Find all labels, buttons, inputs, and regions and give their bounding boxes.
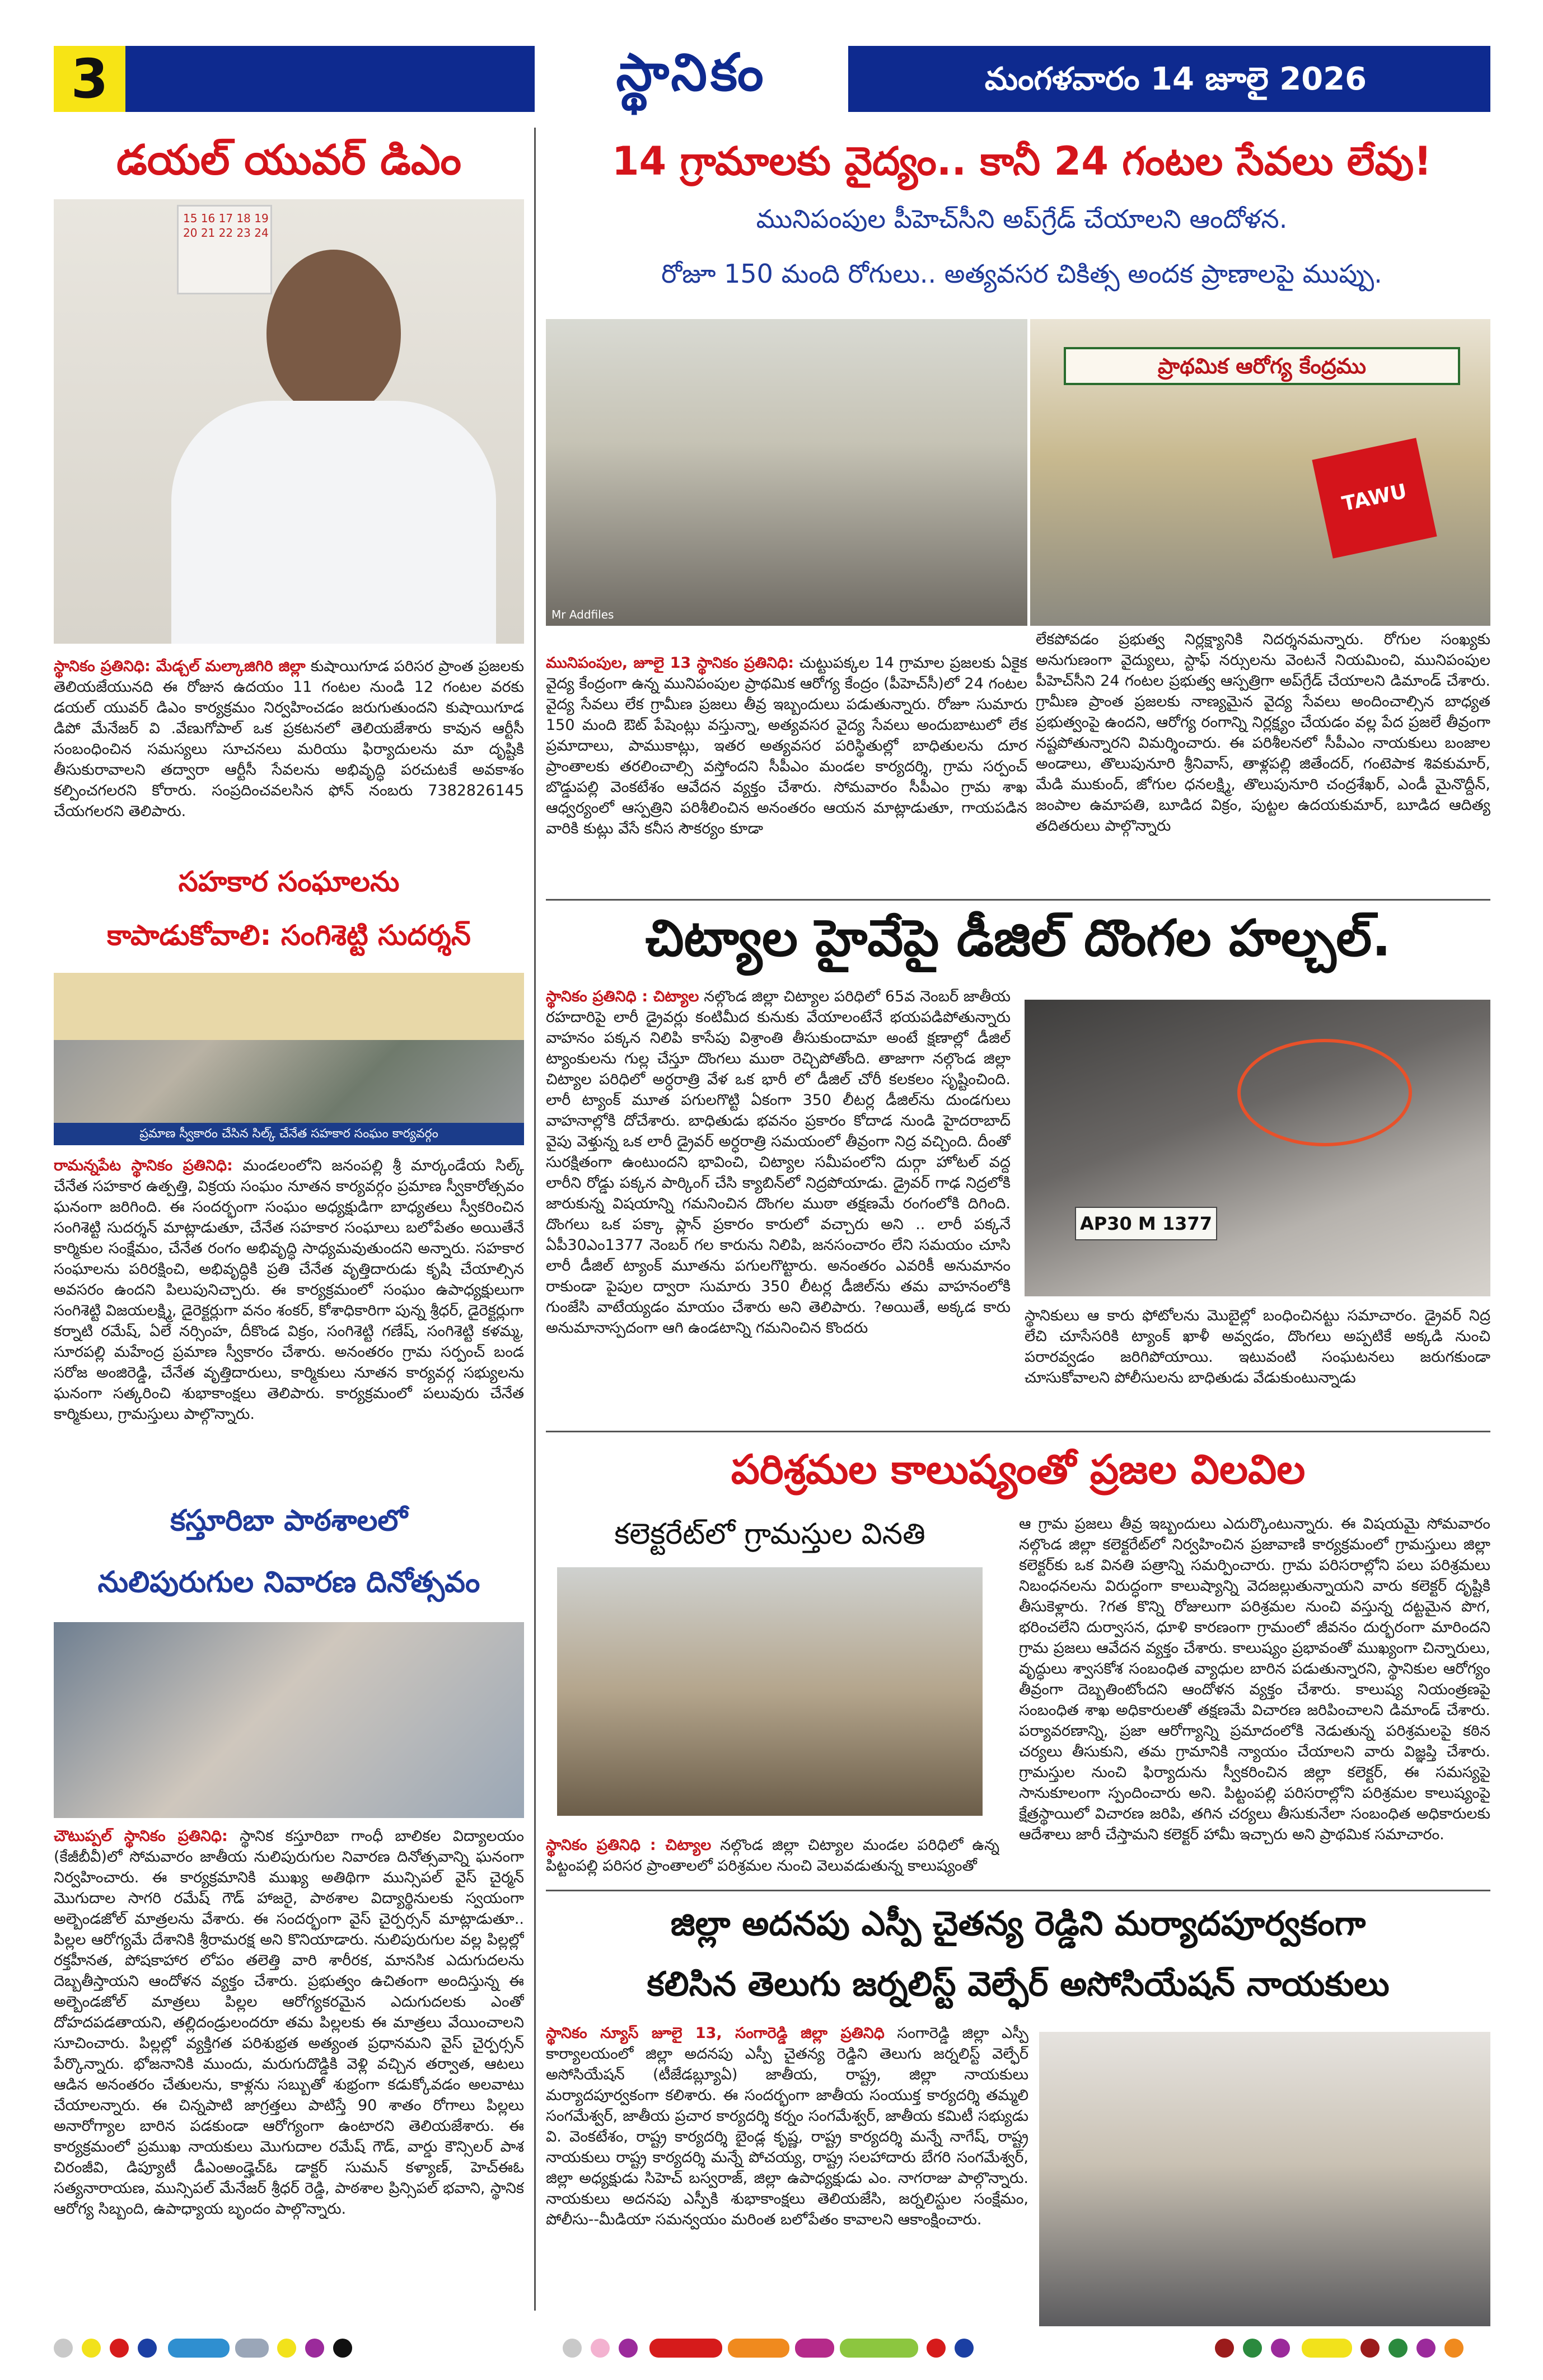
- number-plate-text: AP30 M 1377: [1080, 1213, 1212, 1234]
- lead-subhead-1: మునిపంపుల పీహెచ్‌సీని అప్‌గ్రేడ్ చేయాలని ఆందోళన.: [756, 204, 1288, 234]
- diesel-dateline: స్థానికం ప్రతినిధి : చిట్యాల: [546, 988, 699, 1005]
- lead-body-left: చుట్టుపక్కల 14 గ్రామాల ప్రజలకు ఏకైక వైద్య కేంద్రంగా ఉన్న మునిపంపుల ప్రాథమిక ఆరోగ్య కేంద్రం (పీహెచ్‌సీ)లో 24 గంటల వైద్య సేవలు లేక గ్రామీణ ప్రజలు తీవ్ర ఇబ్బందులు పడుతున్నారు. రోజూ సుమారు 150 మంది ఔట్ పేషెంట్లు వస్తున్నా, అత్యవసర వైద్య సేవలు అందుబాటులో లేక ప్రమాదాలు, పాముకాట్లు, ఇతర అత్యవసర పరిస్థితుల్లో బాధితులను దూర ప్రాంతాలకు తరలించాల్సి వస్తోందని సీపీఎం మండల కార్యదర్శి, గ్రామ సర్పంచ్ బొడ్డుపల్లి వెంకటేశం ఆవేదన వ్యక్తం చేశారు. సోమవారం సీపీఎం గ్రామ శాఖ ఆధ్వర్యంలో ఆస్పత్రిని పరిశీలించిన అనంతరం ఆయన మాట్లాడుతూ, గాయపడిన వారికి కుట్లు వేసే కనీస సౌకర్యం కూడా: [546, 654, 1027, 837]
- pollution-subhead: కలెక్టరేట్‌లో గ్రామస్తుల వినతి: [614, 1517, 925, 1551]
- footer-dot: [138, 2339, 157, 2358]
- cooperative-dateline: రామన్నపేట స్థానికం ప్రతినిధి:: [54, 1157, 233, 1174]
- column-divider: [534, 128, 536, 2311]
- footer-bar: [168, 2339, 230, 2358]
- lead-body-right: లేకపోవడం ప్రభుత్వ నిర్లక్ష్యానికి నిదర్శనమన్నారు. రోగుల సంఖ్యకు అనుగుణంగా వైద్యులు, స్టాఫ్ నర్సులను వెంటనే నియమించి, మునిపంపుల పీహెచ్‌సీని 24 గంటల ప్రభుత్వ ఆస్పత్రిగా అప్‌గ్రేడ్ చేయాలని డిమాండ్ చేశారు. గ్రామీణ ప్రాంత ప్రజలకు నాణ్యమైన వైద్య సేవలు అందించాల్సిన బాధ్యత ప్రభుత్వంపై ఉందని, ఆరోగ్య రంగాన్ని నిర్లక్ష్యం చేయడం వల్ల పేద ప్రజలే తీవ్రంగా నష్టపోతున్నారని విమర్శించారు. ఈ పరిశీలనలో సీపీఎం నాయకులు బంజాల అండాలు, తొలుపునూరి శ్రీనివాస్, తాళ్లపల్లి జితేందర్, గంటెపాక శివకుమార్, మేడి ముకుంద్, జోగుల ధనలక్ష్మి, తొలుపునూరి చంద్రశేఖర్, ఎండీ మైనొద్దీన్, జంపాల ఉమాపతి, బూడిద విక్రం, పుట్టల ఉదయకుమార్, బూడిద ఆదిత్య తదితరులు పాల్గొన్నారు: [1036, 631, 1490, 835]
- highlight-circle: [1237, 1039, 1412, 1146]
- kasturba-photo: [54, 1622, 524, 1818]
- diesel-body: నల్గొండ జిల్లా చిట్యాల పరిధిలో 65వ నెంబర్ జాతీయ రహదారిపై లారీ డ్రైవర్లు కంటిమీద కునుకు వేయాలంటేనే భయపడిపోతున్నారు వాహనం పక్కన నిలిపి కాసేపు విశ్రాంతి తీసుకుందామా అంటే క్షణాల్లో డీజిల్ ట్యాంకులను గుల్ల చేస్తూ దొంగలు ముఠా రెచ్చిపోతోంది. తాజాగా నల్గొండ జిల్లా చిట్యాల పరిధిలో అర్ధరాత్రి వేళ ఒక భారీ లో డీజిల్ చోరీ కలకలం సృష్టించింది. లారీ ట్యాంక్ మూత పగులగొట్టి ఏకంగా 350 లీటర్ల డీజిల్‌ను దుండగులు వాహనాల్లోకి దోచేశారు. బాధితుడు భవనం ప్రకారం కోదాడ నుండి హైదరాబాద్ వైపు వెళ్తున్న ఒక లారీ డ్రైవర్ అర్ధరాత్రి సమయంలో తీవ్రంగా నిద్ర వచ్చింది. దీంతో సురక్షితంగా ఉంటుందని భావించి, చిట్యాల సమీపంలోని దుర్గా హోటల్ వద్ద లారీని రోడ్డు పక్కన పార్కింగ్ చేసి క్యాబిన్‌లో నిద్రపోయాడు. డ్రైవర్ గాఢ నిద్రలోకి జారుకున్న విషయాన్ని గమనించిన దొంగల ముఠా తక్షణమే రంగంలోకి దిగింది. దొంగలు ఒక పక్కా ప్లాన్ ప్రకారం కారులో వచ్చారు అని .. లారీ పక్కనే ఏపీ30ఎం1377 నెంబర్ గల కారును నిలిపి, జనసంచారం లేని సమయం చూసి లారీ డీజిల్ ట్యాంక్ మూతను పగులగొట్టారు. అనంతరం ఎవరికీ అనుమానం రాకుండా పైపుల ద్వారా సుమారు 350 లీటర్ల డీజిల్‌ను తమ వాహనంలోకి గుంజేసి వాటేయ్యడం మాయం చేశారు అని తెలిపారు. ?అయితే, అక్కడ కారు అనుమానాస్పదంగా ఆగి ఉండటాన్ని గమనించిన కొందరు: [546, 988, 1011, 1337]
- footer-dot: [591, 2339, 610, 2358]
- phc-sign: [1064, 347, 1460, 385]
- journalist-photo: [1039, 2032, 1490, 2326]
- cooperative-body: మండలంలోని జనంపల్లి శ్రీ మార్కండేయ సిల్క్ చేనేత సహకార ఉత్పత్తి, విక్రయ సంఘం నూతన కార్యవర్గం ప్రమాణ స్వీకారోత్సవం ఘనంగా జరిగింది. ఈ సందర్భంగా సంఘం అధ్యక్షుడిగా బాధ్యతలు స్వీకరించిన సంగిశెట్టి సుదర్శన్ మాట్లాడుతూ, చేనేత సహకార సంఘాలు బలోపేతం అయితేనే కార్మికుల సంక్షేమం, చేనేత రంగం అభివృద్ధి సాధ్యమవుతుందని అన్నారు. సహకార సంఘాలను పరిరక్షించి, అభివృద్ధికి ప్రతి చేనేత వృత్తిదారుడు కృషి చేయాల్సిన అవసరం ఉందని పిలుపునిచ్చారు. ఈ కార్యక్రమంలో సంఘం ఉపాధ్యక్షులుగా సంగిశెట్టి విజయలక్ష్మి, డైరెక్టర్లుగా వనం శంకర్, కోశాధికారిగా పున్న శ్రీధర్, డైరెక్టర్లుగా కర్నాటి రమేష్, ఏలే నర్సింహ, దీకొండ విక్రం, సంగిశెట్టి గణేష్, సంగిశెట్టి కళమ్మ, సూరపల్లి మహేంద్ర ప్రమాణ స్వీకారం చేశారు. అనంతరం గ్రామ సర్పంచ్ బండ సరోజ అంజిరెడ్డి, చేనేత వృత్తిదారులు, కార్మికులు నూతన కార్యవర్గ సభ్యులను ఘనంగా సత్కరించి శుభాకాంక్షలు తెలిపారు. కార్యక్రమంలో పలువురు చేనేత కార్మికులు, గ్రామస్తులు పాల్గొన్నారు.: [54, 1157, 524, 1423]
- pollution-headline: పరిశ్రమల కాలుష్యంతో ప్రజల విలవిల: [731, 1446, 1306, 1493]
- footer-bar: [649, 2339, 722, 2358]
- pollution-body-left: నల్గొండ జిల్లా చిట్యాల మండల పరిధిలో ఉన్న పిట్టంపల్లి పరిసర ప్రాంతాలలో పరిశ్రమల నుంచి వెలువడుతున్న కాలుష్యంతో: [546, 1836, 999, 1875]
- journalist-article: [546, 2023, 1028, 2318]
- dial-dm-dateline: స్థానికం ప్రతినిధి: మేడ్చల్ మల్కాజిగిరి జిల్లా: [54, 658, 306, 675]
- footer-dot: [927, 2339, 946, 2358]
- footer-dot: [619, 2339, 638, 2358]
- diesel-article: [546, 986, 1011, 1422]
- journalist-body: సంగారెడ్డి జిల్లా ఎస్పీ కార్యాలయంలో జిల్లా అదనపు ఎస్పీ చైతన్య రెడ్డిని తెలుగు జర్నలిస్ట్ వెల్ఫేర్ అసోసియేషన్ (టీజేడబ్ల్యూఏ) జాతీయ, రాష్ట్ర, జిల్లా నాయకులు మర్యాదపూర్వకంగా కలిశారు. ఈ సందర్భంగా జాతీయ సంయుక్త కార్యదర్శి తమ్మలి సంగమేశ్వర్, జాతీయ ప్రచార కార్యదర్శి కర్నం సంగమేశ్వర్, జాతీయ కమిటీ సభ్యుడు వి. వెంకటేశం, రాష్ట్ర కార్యదర్శి బైండ్ల కృష్ణ, రాష్ట్ర కార్యదర్శి మన్నే నాగేష్, రాష్ట్ర నాయకులు రాష్ట్ర కార్యదర్శి మన్నే పోచయ్య, రాష్ట్ర సలహాదారు బేగరి సంగమేశ్వర్, జిల్లా అధ్యక్షుడు సిహెచ్ బస్వరాజ్, జిల్లా ఉపాధ్యక్షుడు ఎం. నాగరాజు పాల్గొన్నారు. నాయకులు అదనపు ఎస్పీకి శుభాకాంక్షలు తెలియజేసి, జర్నలిస్టుల సంక్షేమం, పోలీసు--మీడియా సమన్వయం మరింత బలోపేతం కావాలని ఆకాంక్షించారు.: [546, 2025, 1028, 2228]
- footer-bar: [728, 2339, 789, 2358]
- dial-dm-body: కుషాయిగూడ పరిసర ప్రాంత ప్రజలకు తెలియజేయునది ఈ రోజున ఉదయం 11 గంటల నుండి 12 గంటల వరకు డయల్ యువర్ డిఎం కార్యక్రమం నిర్వహించడం జరుగుతుందని కుషాయిగూడ డిపో మేనేజర్ వి .వేణుగోపాల్ ఒక ప్రకటనలో తెలియజేశారు కావున ఆర్టీసీ సంబంధించిన సమస్యలు సూచనలు మరియు ఫిర్యాదులను మా దృష్టికి తీసుకురావాలని తద్వారా ఆర్టీసీ సేవలను అభివృద్ధి పరచుటకే అవకాశం కల్పించగలరని కోరారు. సంప్రదించవలసిన ఫోన్ నంబరు 7382826145 చేయగలరని తెలిపారు.: [54, 658, 524, 820]
- pollution-article-right: [1019, 1514, 1490, 1886]
- footer-dot: [54, 2339, 73, 2358]
- masthead-title-box: [535, 39, 848, 119]
- footer-dot: [1215, 2339, 1234, 2358]
- person-shirt: [171, 401, 496, 644]
- divider-pollution: [546, 1431, 1490, 1432]
- kasturba-heading-line1: కస్తూరిబా పాఠశాలలో: [170, 1504, 408, 1538]
- footer-dot: [110, 2339, 129, 2358]
- kasturba-heading-line2: నులిపురుగుల నివారణ దినోత్సవం: [97, 1566, 480, 1599]
- diesel-caption: [1025, 1305, 1490, 1428]
- cooperative-photo-caption: ప్రమాణ స్వీకారం చేసిన సిల్క్ చేనేత సహకార సంఘం కార్యవర్గం: [139, 1127, 438, 1141]
- phc-ward-photo: [546, 319, 1027, 626]
- red-flag: [1312, 438, 1437, 559]
- dial-dm-heading: డయల్ యువర్ డిఎం: [116, 136, 462, 184]
- cooperative-article: [54, 1155, 524, 1498]
- photo-watermark: Mr Addfiles: [551, 608, 614, 621]
- footer-dot: [1243, 2339, 1262, 2358]
- pollution-article-left: [546, 1835, 999, 1880]
- diesel-car-photo: [1025, 1000, 1490, 1296]
- cooperative-heading-line1: సహకార సంఘాలను: [178, 865, 400, 898]
- footer-dot: [333, 2339, 352, 2358]
- footer-dot: [1360, 2339, 1380, 2358]
- lead-headline: 14 గ్రామాలకు వైద్యం.. కానీ 24 గంటల సేవలు లేవు!: [611, 138, 1432, 184]
- flag-text: TAWU: [1340, 480, 1409, 516]
- masthead-date: మంగళవారం 14 జూలై 2026: [984, 61, 1367, 97]
- kasturba-article: [54, 1826, 524, 2285]
- page-number-box: [54, 46, 125, 112]
- footer-bar: [235, 2339, 269, 2358]
- dm-photo: [54, 199, 524, 644]
- footer-bar: [795, 2339, 834, 2358]
- lead-subhead-2: రోజూ 150 మంది రోగులు.. అత్యవసర చికిత్స అందక ప్రాణాలపై ముప్పు.: [661, 259, 1382, 289]
- divider-diesel: [546, 899, 1490, 901]
- lead-article-left: [546, 653, 1027, 894]
- divider-journalist: [546, 1890, 1490, 1891]
- person-head: [266, 250, 401, 418]
- collectorate-photo: [557, 1567, 983, 1816]
- journalist-headline-line1: జిల్లా అదనపు ఎస్పీ చైతన్య రెడ్డిని మర్యాదపూర్వకంగా: [670, 1904, 1366, 1943]
- footer-dot: [305, 2339, 324, 2358]
- phc-sign-text: ప్రాథమిక ఆరోగ్య కేంద్రము: [1158, 354, 1366, 378]
- journalist-headline-line2: కలిసిన తెలుగు జర్నలిస్ట్ వెల్ఫేర్ అసోసియేషన్ నాయకులు: [647, 1965, 1390, 2004]
- kasturba-dateline: చౌటుప్పల్ స్థానికం ప్రతినిధి:: [54, 1828, 228, 1845]
- footer-dot: [1388, 2339, 1408, 2358]
- diesel-headline: చిట్యాల హైవేపై డీజిల్ దొంగల హల్చల్.: [645, 909, 1391, 968]
- dial-dm-article: [54, 656, 524, 891]
- footer-dot: [563, 2339, 582, 2358]
- cooperative-photo: [54, 973, 524, 1145]
- kasturba-body: స్థానిక కస్తూరిబా గాంధీ బాలికల విద్యాలయం (కేజీబీవీ)లో సోమవారం జాతీయ నులిపురుగుల నివారణ దినోత్సవాన్ని ఘనంగా నిర్వహించారు. ఈ కార్యక్రమానికి ముఖ్య అతిథిగా మున్సిపల్ వైస్ చైర్మన్ మొగుదాల సాగరి రమేష్ గౌడ్ హాజరై, పాఠశాల విద్యార్థినులకు స్వయంగా అల్బెండజోల్ మాత్రలను వేశారు. ఈ సందర్భంగా వైస్ చైర్పర్సన్ మాట్లాడుతూ.. పిల్లల ఆరోగ్యమే దేశానికి శ్రీరామరక్ష అని కొనియాడారు. నులిపురుగుల వల్ల పిల్లల్లో రక్తహీనత, పోషకాహార లోపం తలెత్తి వారి శారీరక, మానసిక ఎదుగుదలను దెబ్బతీస్తాయని ఆందోళన వ్యక్తం చేశారు. ప్రభుత్వం ఉచితంగా అందిస్తున్న ఈ అల్బెండజోల్ మాత్రలు పిల్లల ఆరోగ్యకరమైన ఎదుగుదలకు ఎంతో దోహదపడతాయని, తల్లిదండ్రులందరూ తమ పిల్లలకు ఈ మాత్రలు వేయించాలని సూచించారు. పిల్లల్లో వ్యక్తిగత పరిశుభ్రత అత్యంత ప్రధానమని వైస్ చైర్పర్సన్ పేర్కొన్నారు. భోజనానికి ముందు, మరుగుదొడ్డికి వెళ్లి వచ్చిన తర్వాత, ఆటలు ఆడిన అనంతరం చేతులను, కాళ్లను సబ్బుతో శుభ్రంగా కడుక్కోవడం అలవాటు చేయాలన్నారు. ఈ చిన్నపాటి జాగ్రత్తలు పాటిస్తే 90 శాతం రోగాలు పిల్లలు అనారోగ్యాల బారిన పడకుండా ఆరోగ్యంగా ఉంటారని తెలియజేశారు. ఈ కార్యక్రమంలో ప్రముఖ నాయకులు మొగుదాల రమేష్ గౌడ్, వార్డు కౌన్సిలర్ పాశ చిరంజీవి, డిప్యూటీ డీఎంఅండ్హెచ్ఓ డాక్టర్ సుమన్ కళ్యాణ్, హెచ్ఈఓ సత్యనారాయణ, మున్సిపల్ మేనేజర్ శ్రీధర్ రెడ్డి, పాఠశాల ప్రిన్సిపల్ భవాని, స్థానిక ఆరోగ్య సిబ్బంది, ఉపాధ్యాయ బృందం పాల్గొన్నారు.: [54, 1828, 524, 2218]
- footer-bar: [840, 2339, 918, 2358]
- pollution-body-right: ఆ గ్రామ ప్రజలు తీవ్ర ఇబ్బందులు ఎదుర్కొంటున్నారు. ఈ విషయమై సోమవారం నల్గొండ జిల్లా కలెక్టరేట్‌లో నిర్వహించిన ప్రజావాణి కార్యక్రమంలో గ్రామస్తులు జిల్లా కలెక్టర్‌కు ఒక వినతి పత్రాన్ని సమర్పించారు. గ్రామ పరిసరాల్లోని పలు పరిశ్రమలు నిబంధనలను విరుద్ధంగా కాలుష్యాన్ని వెదజల్లుతున్నాయని వారు కలెక్టర్ దృష్టికి తీసుకెళ్లారు. ?గత కొన్ని రోజులుగా పరిశ్రమల నుంచి వస్తున్న దట్టమైన పొగ, భరించలేని దుర్వాసన, ధూళి కారణంగా గ్రామంలో జీవనం దుర్భరంగా మారిందని గ్రామ ప్రజలు ఆవేదన వ్యక్తం చేశారు. కాలుష్యం ప్రభావంతో ముఖ్యంగా చిన్నారులు, వృద్ధులు శ్వాసకోశ సంబంధిత వ్యాధుల బారిన పడుతున్నారని, స్థానికుల ఆరోగ్యం తీవ్రంగా దెబ్బతింటోందని ఆందోళన వ్యక్తం చేశారు. కాలుష్య నియంత్రణపై సంబంధిత శాఖ అధికారులతో తక్షణమే విచారణ జరిపించాలని డిమాండ్ చేశారు. పర్యావరణాన్ని, ప్రజా ఆరోగ్యాన్ని ప్రమాదంలోకి నెడుతున్న పరిశ్రమలపై కఠిన చర్యలు తీసుకుని, తమ గ్రామానికి న్యాయం చేయాలని వారు విజ్ఞప్తి చేశారు. గ్రామస్తుల నుంచి ఫిర్యాదును స్వీకరించిన జిల్లా కలెక్టర్, ఈ సమస్యపై సానుకూలంగా స్పందించారు అని. పిట్టంపల్లి పరిసరాల్లోని పరిశ్రమల కాలుష్యంపై క్షేత్రస్థాయిలో విచారణ జరిపి, తగిన చర్యలు తీసుకునేలా సంబంధిత అధికారులకు ఆదేశాలు జారీ చేస్తామని కలెక్టర్ హామీ ఇచ్చారు అని ప్రాథమిక సమాచారం.: [1019, 1515, 1490, 1843]
- page-number: 3: [71, 48, 109, 110]
- footer-dot: [955, 2339, 974, 2358]
- number-plate: [1075, 1207, 1217, 1240]
- diesel-caption-text: స్థానికులు ఆ కారు ఫోటోలను మొబైల్లో బంధించినట్టు సమాచారం. డ్రైవర్ నిద్ర లేచి చూసేసరికి ట్యాంక్ ఖాళీ అవ్వడం, దొంగలు అప్పటికే అక్కడి నుంచి పరారవ్వడం జరిగిపోయాయి. ఇటువంటి సంఘటనలు జరుగకుండా చూసుకోవాలని పోలీసులను బాధితుడు వేడుకుంటున్నాడు: [1025, 1307, 1490, 1386]
- footer-dot: [1444, 2339, 1463, 2358]
- lead-article-right: [1036, 629, 1490, 894]
- cooperative-heading-line2: కాపాడుకోవాలి: సంగిశెట్టి సుదర్శన్: [107, 919, 471, 952]
- stage-banner: [54, 973, 524, 1040]
- journalist-dateline: స్థానికం న్యూస్ జూలై 13, సంగారెడ్డి జిల్లా ప్రతినిధి: [546, 2025, 885, 2042]
- phc-building-photo: [1030, 319, 1490, 626]
- pollution-dateline: స్థానికం ప్రతినిధి : చిట్యాల: [546, 1836, 712, 1854]
- footer-bar: [1302, 2339, 1352, 2358]
- footer-dot: [277, 2339, 296, 2358]
- footer-dot: [82, 2339, 101, 2358]
- wall-calendar: 15 16 17 18 19 20 21 22 23 24: [177, 205, 272, 294]
- footer-dot: [1416, 2339, 1436, 2358]
- lead-dateline: మునిపంపుల, జూలై 13 స్థానికం ప్రతినిధి:: [546, 654, 794, 672]
- footer-dot: [1271, 2339, 1290, 2358]
- photo-caption-band: [54, 1123, 524, 1145]
- masthead-title: స్థానికం: [616, 43, 767, 102]
